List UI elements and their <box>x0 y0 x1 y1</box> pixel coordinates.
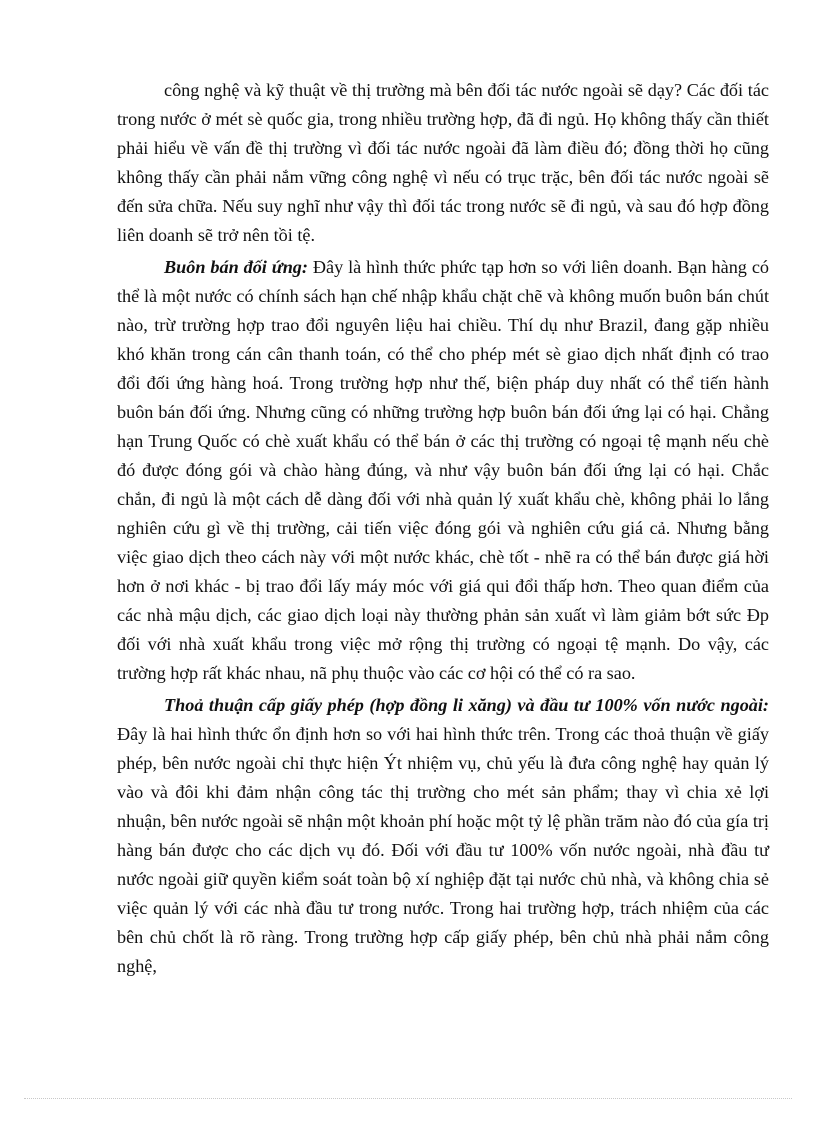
paragraph-counter-trade <box>117 253 769 688</box>
paragraph-text: Đây là hai hình thức ổn định hơn so với hai hình thức trên. Trong các thoả thuận về giấy phép, bên nước ngoài chỉ thực hiện Ýt nhiệm vụ, chủ yếu là đưa công nghệ hay quản lý vào và đôi khi đảm nhận công tác thị trường cho mét sản phẩm; thay vì chia xẻ lợi nhuận, bên nước ngoài sẽ nhận một khoản phí hoặc một tỷ lệ phần trăm nào đó của gía trị hàng bán được cho các dịch vụ đó. Đối với đầu tư 100% vốn nước ngoài, nhà đầu tư nước ngoài giữ quyền kiểm soát toàn bộ xí nghiệp đặt tại nước chủ nhà, và không chia sẻ việc quản lý với các nhà đầu tư trong nước. Trong hai trường hợp, trách nhiệm của các bên chủ chốt là rõ ràng. Trong trường hợp cấp giấy phép, bên chủ nhà phải nắm công nghệ, <box>117 724 769 976</box>
paragraph-text: Đây là hình thức phức tạp hơn so với liên doanh. Bạn hàng có thể là một nước có chính sách hạn chế nhập khẩu chặt chẽ và không muốn buôn bán chút nào, trừ trường hợp trao đổi nguyên liệu hai chiều. Thí dụ như Brazil, đang gặp nhiều khó khăn trong cán cân thanh toán, có thể cho phép mét sè giao dịch nhất định có trao đổi đối ứng hàng hoá. Trong trường hợp như thế, biện pháp duy nhất có thể tiến hành buôn bán đối ứng. Nhưng cũng có những trường hợp buôn bán đối ứng lại có hại. Chẳng hạn Trung Quốc có chè xuất khẩu có thể bán ở các thị trường có ngoại tệ mạnh nếu chè đó được đóng gói và chào hàng đúng, và như vậy buôn bán đối ứng lại có hại. Chắc chắn, đi ngủ là một cách dễ dàng đối với nhà quản lý xuất khẩu chè, không phải lo lắng nghiên cứu gì về thị trường, cải tiến việc đóng gói và nghiên cứu giá cả. Nhưng bằng việc giao dịch theo cách này với một nước khác, chè tốt - nhẽ ra có thể bán được giá hời hơn ở nơi khác - bị trao đổi lấy máy móc với giá qui đổi thấp hơn. Theo quan điểm của các nhà mậu dịch, các giao dịch loại này thường phản sản xuất vì làm giảm bớt sức Ðp đối với nhà xuất khẩu trong việc mở rộng thị trường có ngoại tệ mạnh. Do vậy, các trường hợp rất khác nhau, nã phụ thuộc vào các cơ hội có thể có ra sao. <box>117 257 769 683</box>
document-page <box>117 76 769 981</box>
paragraph-text: công nghệ và kỹ thuật về thị trường mà bên đối tác nước ngoài sẽ dạy? Các đối tác trong nước ở mét sè quốc gia, trong nhiều trường hợp, đã đi ngủ. Họ không thấy cần thiết phải hiểu về vấn đề thị trường vì đối tác nước ngoài đã làm điều đó; đồng thời họ cũng không thấy cần phải nắm vững công nghệ vì nếu có trục trặc, bên đối tác nước ngoài sẽ đến sửa chữa. Nếu suy nghĩ như vậy thì đối tác trong nước sẽ đi ngủ, và sau đó hợp đồng liên doanh sẽ trở nên tồi tệ. <box>117 80 769 245</box>
paragraph-joint-venture-continuation <box>117 76 769 250</box>
paragraph-lead-heading: Thoả thuận cấp giấy phép (hợp đồng li xăng) và đầu tư 100% vốn nước ngoài: <box>164 695 769 715</box>
paragraph-lead-heading: Buôn bán đối ứng: <box>164 257 308 277</box>
paragraph-licensing-fdi <box>117 691 769 981</box>
page-bottom-divider <box>24 1098 792 1099</box>
